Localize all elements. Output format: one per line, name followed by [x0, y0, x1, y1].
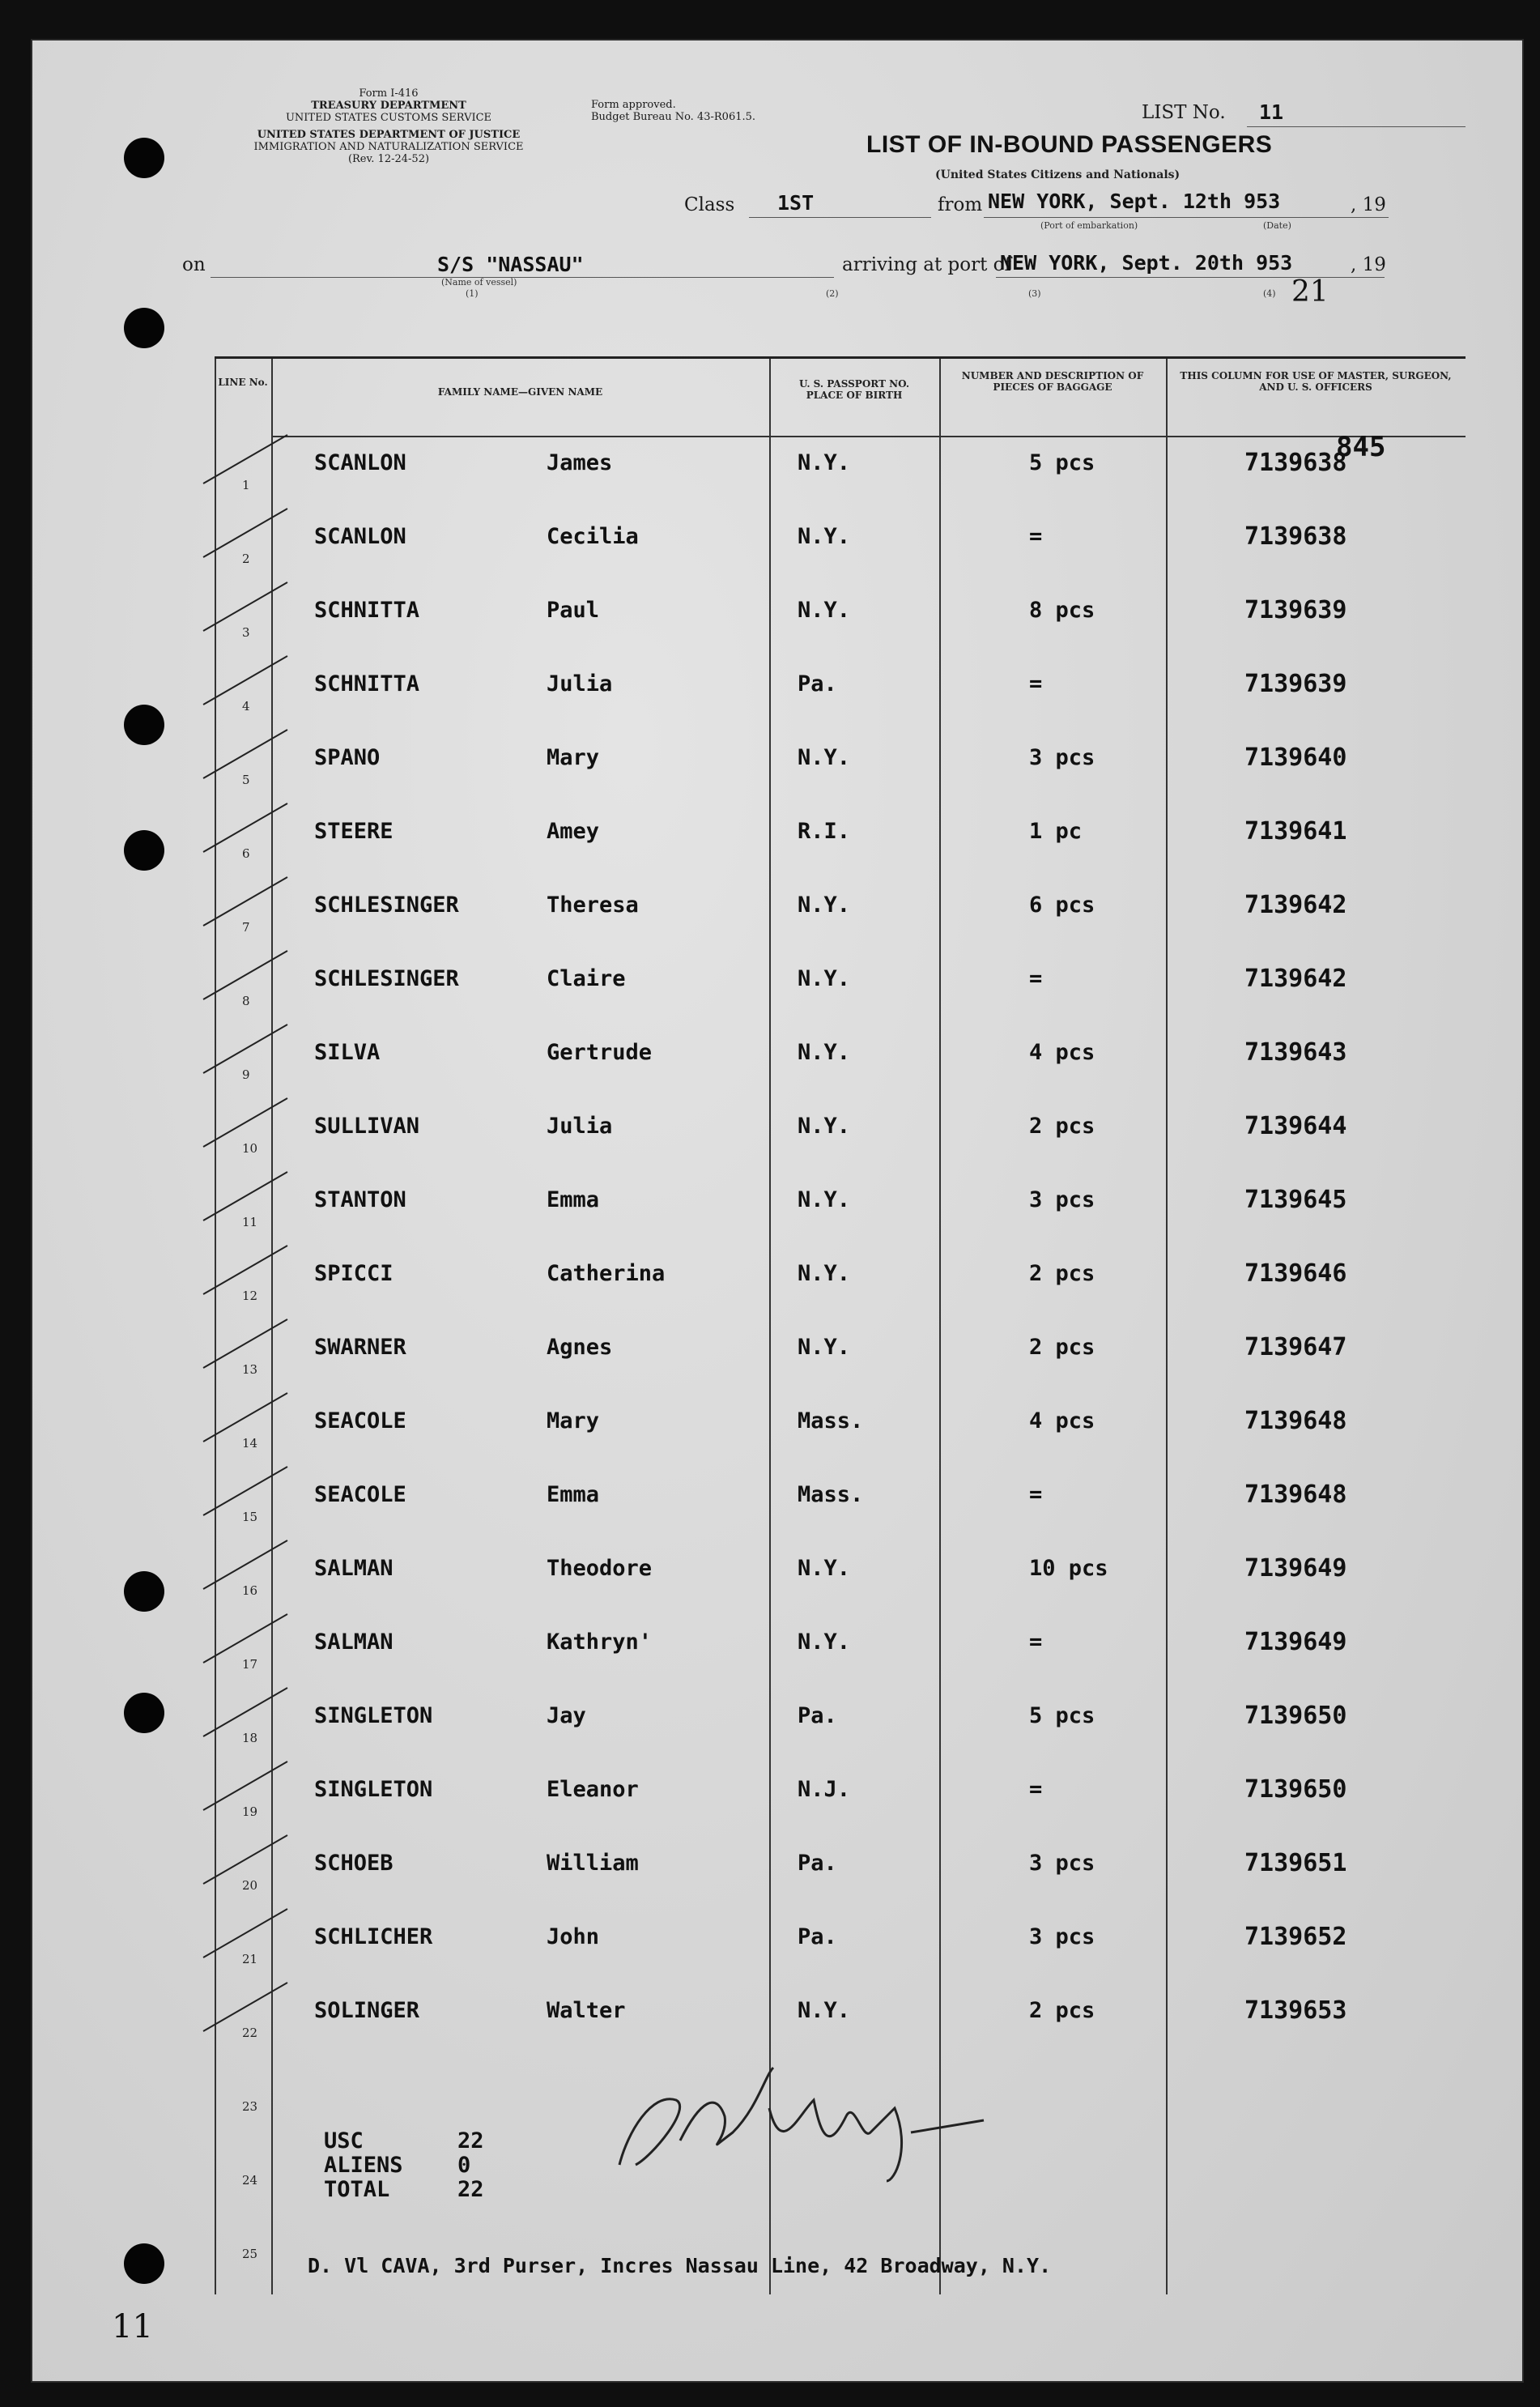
- check-mark: [203, 1319, 288, 1369]
- check-mark: [203, 729, 288, 779]
- line-number: 4: [242, 699, 250, 714]
- arriving-label: arriving at port of: [842, 254, 1011, 275]
- officer-number: 7139643: [1244, 1038, 1347, 1067]
- baggage-count: 1 pc: [1029, 819, 1083, 844]
- baggage-count: 3 pcs: [1029, 1924, 1095, 1949]
- given-name: Emma: [547, 1187, 600, 1212]
- check-mark: [203, 1024, 288, 1074]
- place-of-birth: N.Y.: [798, 450, 851, 475]
- officer-number: 7139641: [1244, 817, 1347, 846]
- vessel-underline: [211, 277, 834, 278]
- punch-hole: [124, 2243, 164, 2284]
- line-number: 6: [242, 846, 250, 861]
- given-name: Theresa: [547, 893, 639, 918]
- date-caption: (Date): [1263, 220, 1291, 231]
- list-no-label: LIST No.: [1142, 102, 1226, 123]
- aliens-label: ALIENS: [324, 2153, 403, 2178]
- baggage-count: 3 pcs: [1029, 1851, 1095, 1876]
- baggage-count: =: [1029, 1777, 1043, 1802]
- table-row: [215, 1173, 1466, 1246]
- purser-line: D. Vl CAVA, 3rd Purser, Incres Nassau Line, 42 Broadway, N.Y.: [308, 2254, 1052, 2277]
- passenger-table: [215, 356, 1466, 2294]
- vessel-caption-num: (1): [466, 288, 479, 299]
- justice-label: UNITED STATES DEPARTMENT OF JUSTICE: [257, 129, 521, 141]
- baggage-count: =: [1029, 524, 1043, 549]
- header-officers: THIS COLUMN FOR USE OF MASTER, SURGEON, AND U. S. OFFICERS: [1180, 370, 1452, 393]
- line-number: 21: [242, 1952, 258, 1966]
- check-mark: [203, 1392, 288, 1442]
- given-name: Claire: [547, 966, 626, 991]
- check-mark: [203, 1171, 288, 1221]
- table-row: [215, 1762, 1466, 1836]
- line-number: 8: [242, 994, 250, 1008]
- officer-number: 7139645: [1244, 1186, 1347, 1214]
- place-of-birth: N.Y.: [798, 598, 851, 623]
- given-name: William: [547, 1851, 639, 1876]
- check-mark: [203, 1982, 288, 2032]
- officer-number: 7139648: [1244, 1480, 1347, 1509]
- arrival-correction-handwritten: 21: [1291, 275, 1329, 309]
- officer-number: 7139639: [1244, 596, 1347, 624]
- col-num-2: (2): [826, 288, 839, 299]
- officer-number: 7139647: [1244, 1333, 1347, 1361]
- place-of-birth: N.Y.: [798, 1335, 851, 1360]
- place-of-birth: N.Y.: [798, 1630, 851, 1655]
- family-name: SEACOLE: [314, 1482, 406, 1507]
- punch-hole: [124, 308, 164, 348]
- place-of-birth: N.Y.: [798, 524, 851, 549]
- place-of-birth: R.I.: [798, 819, 851, 844]
- officer-number: 7139649: [1244, 1554, 1347, 1583]
- handwritten-signature: [603, 2043, 1024, 2189]
- header-passport: U. S. PASSPORT NO. PLACE OF BIRTH: [798, 378, 910, 401]
- check-mark: [203, 1761, 288, 1811]
- class-label: Class: [684, 194, 735, 215]
- baggage-count: 4 pcs: [1029, 1408, 1095, 1434]
- family-name: SCHLICHER: [314, 1924, 433, 1949]
- family-name: SINGLETON: [314, 1777, 433, 1802]
- table-row: [215, 657, 1466, 731]
- baggage-count: 5 pcs: [1029, 1703, 1095, 1728]
- col-num-4: (4): [1263, 288, 1276, 299]
- from-year-suffix: , 19: [1351, 194, 1386, 215]
- table-row: [215, 1615, 1466, 1689]
- line-number: 2: [242, 552, 250, 566]
- punch-hole: [124, 138, 164, 178]
- table-row: [215, 1468, 1466, 1541]
- given-name: James: [547, 450, 613, 475]
- place-of-birth: Pa.: [798, 1703, 837, 1728]
- family-name: SCANLON: [314, 450, 406, 475]
- check-mark: [203, 582, 288, 632]
- place-of-birth: Pa.: [798, 1851, 837, 1876]
- form-number: Form I-416: [359, 87, 419, 100]
- punch-hole: [124, 1693, 164, 1733]
- given-name: Cecilia: [547, 524, 639, 549]
- baggage-count: 2 pcs: [1029, 1261, 1095, 1286]
- given-name: Theodore: [547, 1556, 653, 1581]
- customs-label: UNITED STATES CUSTOMS SERVICE: [285, 112, 492, 124]
- given-name: Julia: [547, 1114, 613, 1139]
- check-mark: [203, 1245, 288, 1295]
- table-row: [215, 878, 1466, 952]
- family-name: SALMAN: [314, 1630, 394, 1655]
- officer-number: 7139653: [1244, 1996, 1347, 2025]
- list-no-value: 11: [1259, 100, 1284, 124]
- table-row: [215, 1099, 1466, 1173]
- line-number: 18: [242, 1731, 258, 1745]
- baggage-count: 2 pcs: [1029, 1998, 1095, 2023]
- arriving-year-suffix: , 19: [1351, 254, 1386, 275]
- row1-handwritten-extra: 845: [1336, 431, 1386, 463]
- check-mark: [203, 1466, 288, 1516]
- baggage-count: =: [1029, 1482, 1043, 1507]
- line-number: 17: [242, 1657, 258, 1672]
- line-number: 10: [242, 1141, 258, 1156]
- line-number: 25: [242, 2247, 258, 2261]
- check-mark: [203, 1687, 288, 1737]
- on-label: on: [182, 254, 206, 275]
- officer-number: 7139642: [1244, 965, 1347, 993]
- place-of-birth: N.Y.: [798, 966, 851, 991]
- list-no-underline: [1247, 126, 1466, 127]
- vessel-value: S/S "NASSAU": [437, 253, 584, 276]
- family-name: SINGLETON: [314, 1703, 433, 1728]
- baggage-count: 4 pcs: [1029, 1040, 1095, 1065]
- baggage-count: =: [1029, 1630, 1043, 1655]
- given-name: Mary: [547, 1408, 600, 1434]
- place-of-birth: Mass.: [798, 1482, 864, 1507]
- line-number: 11: [242, 1215, 258, 1229]
- line-number: 9: [242, 1067, 250, 1082]
- check-mark: [203, 655, 288, 705]
- table-body: [215, 436, 1466, 2294]
- given-name: Emma: [547, 1482, 600, 1507]
- header-baggage: NUMBER AND DESCRIPTION OF PIECES OF BAGGAGE: [961, 370, 1144, 393]
- budget-label: Budget Bureau No. 43-R061.5.: [591, 111, 756, 123]
- punch-hole: [124, 705, 164, 745]
- class-underline: [749, 217, 931, 218]
- check-mark: [203, 1540, 288, 1590]
- from-value: NEW YORK, Sept. 12th 953: [988, 190, 1281, 213]
- officer-number: 7139646: [1244, 1259, 1347, 1288]
- header-name: FAMILY NAME—GIVEN NAME: [437, 386, 603, 398]
- family-name: SCHNITTA: [314, 671, 420, 697]
- family-name: SCHOEB: [314, 1851, 394, 1876]
- table-row: [215, 1910, 1466, 1983]
- vessel-caption: (Name of vessel): [441, 277, 517, 288]
- family-name: SILVA: [314, 1040, 381, 1065]
- check-mark: [203, 508, 288, 558]
- baggage-count: 3 pcs: [1029, 1187, 1095, 1212]
- given-name: Jay: [547, 1703, 586, 1728]
- line-number: 3: [242, 625, 250, 640]
- place-of-birth: N.Y.: [798, 1187, 851, 1212]
- check-mark: [203, 1613, 288, 1664]
- line-number: 7: [242, 920, 250, 935]
- family-name: SCHLESINGER: [314, 966, 459, 991]
- family-name: SCANLON: [314, 524, 406, 549]
- place-of-birth: N.Y.: [798, 893, 851, 918]
- officer-number: 7139648: [1244, 1407, 1347, 1435]
- place-of-birth: N.Y.: [798, 745, 851, 770]
- check-mark: [203, 803, 288, 853]
- page-subtitle: (United States Citizens and Nationals): [935, 168, 1181, 181]
- form-agency-block: [219, 87, 559, 165]
- officer-number: 7139642: [1244, 891, 1347, 919]
- place-of-birth: N.Y.: [798, 1998, 851, 2023]
- aliens-value: 0: [457, 2153, 471, 2178]
- total-label: TOTAL: [324, 2177, 390, 2202]
- table-row: [215, 509, 1466, 583]
- baggage-count: 8 pcs: [1029, 598, 1095, 623]
- family-name: STANTON: [314, 1187, 406, 1212]
- baggage-count: 5 pcs: [1029, 450, 1095, 475]
- usc-value: 22: [457, 2128, 484, 2154]
- given-name: John: [547, 1924, 600, 1949]
- arriving-value: NEW YORK, Sept. 20th 953: [1000, 251, 1293, 275]
- table-row: [215, 1025, 1466, 1099]
- check-mark: [203, 950, 288, 1000]
- family-name: STEERE: [314, 819, 394, 844]
- family-name: SULLIVAN: [314, 1114, 420, 1139]
- line-number: 23: [242, 2099, 258, 2114]
- line-number: 20: [242, 1878, 258, 1893]
- check-mark: [203, 1097, 288, 1148]
- line-number: 12: [242, 1289, 258, 1303]
- given-name: Agnes: [547, 1335, 613, 1360]
- table-row: [215, 1836, 1466, 1910]
- officer-number: 7139644: [1244, 1112, 1347, 1140]
- place-of-birth: Mass.: [798, 1408, 864, 1434]
- ins-label: IMMIGRATION AND NATURALIZATION SERVICE: [253, 141, 524, 153]
- document-page: [32, 40, 1522, 2381]
- baggage-count: 3 pcs: [1029, 745, 1095, 770]
- table-row: [215, 731, 1466, 804]
- officer-number: 7139650: [1244, 1702, 1347, 1730]
- total-value: 22: [457, 2177, 484, 2202]
- family-name: SEACOLE: [314, 1408, 406, 1434]
- margin-handwritten-mark: 11: [112, 2308, 153, 2345]
- place-of-birth: Pa.: [798, 671, 837, 697]
- check-mark: [203, 1908, 288, 1958]
- table-row: [215, 1246, 1466, 1320]
- check-mark: [203, 434, 288, 484]
- treasury-label: TREASURY DEPARTMENT: [311, 100, 466, 112]
- given-name: Julia: [547, 671, 613, 697]
- family-name: SCHNITTA: [314, 598, 420, 623]
- class-value: 1ST: [777, 191, 815, 215]
- given-name: Gertrude: [547, 1040, 653, 1065]
- table-row: [215, 1541, 1466, 1615]
- page-title: LIST OF IN-BOUND PASSENGERS: [866, 131, 1273, 158]
- family-name: SCHLESINGER: [314, 893, 459, 918]
- place-of-birth: N.Y.: [798, 1114, 851, 1139]
- officer-number: 7139650: [1244, 1775, 1347, 1804]
- baggage-count: 2 pcs: [1029, 1335, 1095, 1360]
- given-name: Mary: [547, 745, 600, 770]
- place-of-birth: Pa.: [798, 1924, 837, 1949]
- given-name: Amey: [547, 819, 600, 844]
- place-of-birth: N.Y.: [798, 1040, 851, 1065]
- usc-label: USC: [324, 2128, 364, 2154]
- from-underline: [984, 217, 1389, 218]
- table-row: [215, 952, 1466, 1025]
- line-number: 22: [242, 2026, 258, 2040]
- officer-number: 7139640: [1244, 743, 1347, 772]
- line-number: 15: [242, 1510, 258, 1524]
- officer-number: 7139651: [1244, 1849, 1347, 1877]
- port-embarkation-caption: (Port of embarkation): [1040, 220, 1138, 231]
- baggage-count: 10 pcs: [1029, 1556, 1108, 1581]
- table-row: [215, 804, 1466, 878]
- table-row: [215, 1689, 1466, 1762]
- given-name: Eleanor: [547, 1777, 639, 1802]
- check-mark: [203, 1834, 288, 1885]
- table-row: [215, 1394, 1466, 1468]
- table-row: [215, 1320, 1466, 1394]
- place-of-birth: N.Y.: [798, 1261, 851, 1286]
- officer-number: 7139639: [1244, 670, 1347, 698]
- baggage-count: 2 pcs: [1029, 1114, 1095, 1139]
- family-name: SWARNER: [314, 1335, 406, 1360]
- line-number: 1: [242, 478, 250, 492]
- baggage-count: 6 pcs: [1029, 893, 1095, 918]
- officer-number: 7139652: [1244, 1923, 1347, 1951]
- punch-hole: [124, 830, 164, 871]
- officer-number: 7139649: [1244, 1628, 1347, 1656]
- line-number: 19: [242, 1804, 258, 1819]
- line-number: 13: [242, 1362, 258, 1377]
- rev-label: (Rev. 12-24-52): [347, 153, 430, 165]
- officer-number: 7139638: [1244, 449, 1347, 477]
- given-name: Walter: [547, 1998, 626, 2023]
- approved-label: Form approved.: [591, 99, 676, 111]
- header-line-no: LINE No.: [218, 377, 268, 388]
- approval-block: [591, 99, 802, 123]
- baggage-count: =: [1029, 966, 1043, 991]
- place-of-birth: N.J.: [798, 1777, 851, 1802]
- family-name: SPICCI: [314, 1261, 394, 1286]
- given-name: Catherina: [547, 1261, 666, 1286]
- line-number: 24: [242, 2173, 258, 2188]
- officer-number: 7139638: [1244, 522, 1347, 551]
- table-row: [215, 436, 1466, 509]
- check-mark: [203, 876, 288, 927]
- col-num-3: (3): [1028, 288, 1041, 299]
- line-number: 14: [242, 1436, 258, 1451]
- baggage-count: =: [1029, 671, 1043, 697]
- from-label: from: [938, 194, 983, 215]
- line-number: 5: [242, 773, 250, 787]
- family-name: SOLINGER: [314, 1998, 420, 2023]
- given-name: Paul: [547, 598, 600, 623]
- given-name: Kathryn': [547, 1630, 653, 1655]
- place-of-birth: N.Y.: [798, 1556, 851, 1581]
- punch-hole: [124, 1571, 164, 1612]
- line-number: 16: [242, 1583, 258, 1598]
- family-name: SPANO: [314, 745, 381, 770]
- table-row: [215, 583, 1466, 657]
- family-name: SALMAN: [314, 1556, 394, 1581]
